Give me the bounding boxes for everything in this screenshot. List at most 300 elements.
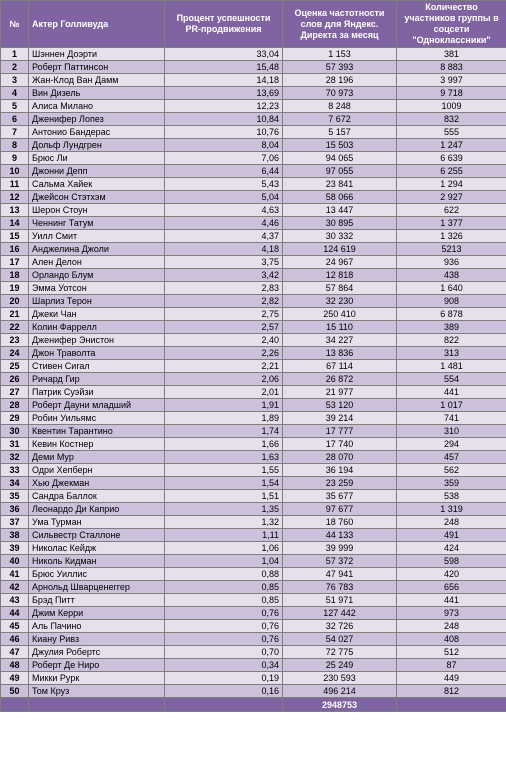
cell-ok-members: 973 xyxy=(397,607,506,620)
total-row xyxy=(1,698,506,712)
table-row xyxy=(1,542,506,555)
cell-pr-percent: 8,04 xyxy=(165,139,283,152)
cell-no: 32 xyxy=(1,451,29,464)
cell-ok-members: 408 xyxy=(397,633,506,646)
cell-ok-members: 1 017 xyxy=(397,399,506,412)
cell-ok-members: 1 319 xyxy=(397,503,506,516)
cell-no: 28 xyxy=(1,399,29,412)
table-row xyxy=(1,633,506,646)
table-row xyxy=(1,74,506,87)
table-row xyxy=(1,490,506,503)
cell-no: 47 xyxy=(1,646,29,659)
table-row xyxy=(1,386,506,399)
cell-yandex-frequency: 17 740 xyxy=(283,438,397,451)
cell-ok-members: 832 xyxy=(397,113,506,126)
cell-pr-percent: 10,76 xyxy=(165,126,283,139)
cell-actor: Анджелина Джоли xyxy=(29,243,165,256)
cell-yandex-frequency: 230 593 xyxy=(283,672,397,685)
cell-no: 24 xyxy=(1,347,29,360)
cell-yandex-frequency: 15 110 xyxy=(283,321,397,334)
cell-yandex-frequency: 1 153 xyxy=(283,48,397,61)
table-row xyxy=(1,360,506,373)
cell-yandex-frequency: 72 775 xyxy=(283,646,397,659)
cell-actor: Ума Турман xyxy=(29,516,165,529)
cell-yandex-frequency: 18 760 xyxy=(283,516,397,529)
cell-pr-percent: 2,40 xyxy=(165,334,283,347)
cell-yandex-frequency: 51 971 xyxy=(283,594,397,607)
cell-pr-percent: 0,16 xyxy=(165,685,283,698)
cell-actor: Шерон Стоун xyxy=(29,204,165,217)
table-row xyxy=(1,594,506,607)
cell-no: 3 xyxy=(1,74,29,87)
cell-pr-percent: 15,48 xyxy=(165,61,283,74)
cell-no: 13 xyxy=(1,204,29,217)
cell-pr-percent: 1,55 xyxy=(165,464,283,477)
cell-pr-percent: 13,69 xyxy=(165,87,283,100)
cell-pr-percent: 2,21 xyxy=(165,360,283,373)
cell-ok-members: 562 xyxy=(397,464,506,477)
table-row xyxy=(1,477,506,490)
cell-pr-percent: 2,26 xyxy=(165,347,283,360)
cell-pr-percent: 1,63 xyxy=(165,451,283,464)
cell-pr-percent: 1,35 xyxy=(165,503,283,516)
cell-ok-members: 424 xyxy=(397,542,506,555)
cell-no: 42 xyxy=(1,581,29,594)
cell-pr-percent: 0,76 xyxy=(165,607,283,620)
cell-ok-members: 389 xyxy=(397,321,506,334)
cell-no: 9 xyxy=(1,152,29,165)
cell-ok-members: 555 xyxy=(397,126,506,139)
cell-pr-percent: 7,06 xyxy=(165,152,283,165)
cell-no: 15 xyxy=(1,230,29,243)
cell-yandex-frequency: 47 941 xyxy=(283,568,397,581)
cell-ok-members: 248 xyxy=(397,620,506,633)
table-row xyxy=(1,607,506,620)
cell-actor: Шарлиз Терон xyxy=(29,295,165,308)
table-row xyxy=(1,152,506,165)
table-row xyxy=(1,282,506,295)
cell-no: 40 xyxy=(1,555,29,568)
cell-pr-percent: 2,06 xyxy=(165,373,283,386)
cell-ok-members: 538 xyxy=(397,490,506,503)
cell-yandex-frequency: 76 783 xyxy=(283,581,397,594)
cell-actor: Квентин Тарантино xyxy=(29,425,165,438)
cell-actor: Робин Уильямс xyxy=(29,412,165,425)
table-row xyxy=(1,412,506,425)
cell-actor: Ченнинг Татум xyxy=(29,217,165,230)
cell-actor: Сильвестр Сталлоне xyxy=(29,529,165,542)
total-empty-5 xyxy=(397,698,506,712)
cell-yandex-frequency: 124 619 xyxy=(283,243,397,256)
cell-yandex-frequency: 25 249 xyxy=(283,659,397,672)
cell-actor: Джонни Депп xyxy=(29,165,165,178)
table-row xyxy=(1,659,506,672)
table-row xyxy=(1,295,506,308)
table-row xyxy=(1,581,506,594)
cell-ok-members: 1 377 xyxy=(397,217,506,230)
cell-ok-members: 622 xyxy=(397,204,506,217)
cell-no: 2 xyxy=(1,61,29,74)
cell-yandex-frequency: 13 447 xyxy=(283,204,397,217)
table-row xyxy=(1,243,506,256)
cell-ok-members: 598 xyxy=(397,555,506,568)
cell-pr-percent: 0,34 xyxy=(165,659,283,672)
table-row xyxy=(1,646,506,659)
cell-ok-members: 1 326 xyxy=(397,230,506,243)
cell-pr-percent: 12,23 xyxy=(165,100,283,113)
cell-ok-members: 1 247 xyxy=(397,139,506,152)
cell-actor: Джейсон Стэтхэм xyxy=(29,191,165,204)
table-row xyxy=(1,399,506,412)
cell-actor: Антонио Бандерас xyxy=(29,126,165,139)
cell-no: 30 xyxy=(1,425,29,438)
cell-yandex-frequency: 35 677 xyxy=(283,490,397,503)
cell-ok-members: 656 xyxy=(397,581,506,594)
cell-ok-members: 741 xyxy=(397,412,506,425)
cell-no: 1 xyxy=(1,48,29,61)
cell-no: 14 xyxy=(1,217,29,230)
cell-ok-members: 3 997 xyxy=(397,74,506,87)
table-row xyxy=(1,269,506,282)
cell-yandex-frequency: 36 194 xyxy=(283,464,397,477)
cell-pr-percent: 4,37 xyxy=(165,230,283,243)
cell-ok-members: 1 481 xyxy=(397,360,506,373)
table-row xyxy=(1,672,506,685)
cell-pr-percent: 5,43 xyxy=(165,178,283,191)
cell-pr-percent: 0,85 xyxy=(165,594,283,607)
cell-no: 6 xyxy=(1,113,29,126)
cell-yandex-frequency: 28 070 xyxy=(283,451,397,464)
cell-ok-members: 449 xyxy=(397,672,506,685)
cell-no: 16 xyxy=(1,243,29,256)
table-row xyxy=(1,100,506,113)
cell-yandex-frequency: 97 055 xyxy=(283,165,397,178)
cell-actor: Орландо Блум xyxy=(29,269,165,282)
cell-pr-percent: 1,91 xyxy=(165,399,283,412)
cell-yandex-frequency: 44 133 xyxy=(283,529,397,542)
cell-actor: Дольф Лундгрен xyxy=(29,139,165,152)
table-row xyxy=(1,113,506,126)
cell-pr-percent: 2,01 xyxy=(165,386,283,399)
cell-no: 33 xyxy=(1,464,29,477)
table-row xyxy=(1,256,506,269)
cell-no: 12 xyxy=(1,191,29,204)
cell-ok-members: 8 883 xyxy=(397,61,506,74)
cell-actor: Роберт Де Ниро xyxy=(29,659,165,672)
table-row xyxy=(1,347,506,360)
cell-no: 38 xyxy=(1,529,29,542)
cell-no: 26 xyxy=(1,373,29,386)
cell-yandex-frequency: 57 372 xyxy=(283,555,397,568)
cell-pr-percent: 3,42 xyxy=(165,269,283,282)
cell-yandex-frequency: 13 836 xyxy=(283,347,397,360)
cell-pr-percent: 2,82 xyxy=(165,295,283,308)
cell-actor: Аль Пачино xyxy=(29,620,165,633)
cell-ok-members: 822 xyxy=(397,334,506,347)
cell-ok-members: 294 xyxy=(397,438,506,451)
cell-pr-percent: 1,66 xyxy=(165,438,283,451)
table-row xyxy=(1,464,506,477)
cell-no: 22 xyxy=(1,321,29,334)
cell-pr-percent: 1,74 xyxy=(165,425,283,438)
cell-actor: Киану Ривз xyxy=(29,633,165,646)
cell-no: 36 xyxy=(1,503,29,516)
cell-ok-members: 441 xyxy=(397,594,506,607)
table-row xyxy=(1,178,506,191)
cell-no: 20 xyxy=(1,295,29,308)
cell-ok-members: 381 xyxy=(397,48,506,61)
cell-yandex-frequency: 58 066 xyxy=(283,191,397,204)
cell-yandex-frequency: 67 114 xyxy=(283,360,397,373)
cell-pr-percent: 5,04 xyxy=(165,191,283,204)
table-row xyxy=(1,191,506,204)
cell-actor: Эмма Уотсон xyxy=(29,282,165,295)
cell-pr-percent: 0,70 xyxy=(165,646,283,659)
cell-yandex-frequency: 54 027 xyxy=(283,633,397,646)
cell-actor: Уилл Смит xyxy=(29,230,165,243)
total-yandex-frequency: 2948753 xyxy=(283,698,397,712)
cell-ok-members: 248 xyxy=(397,516,506,529)
cell-no: 25 xyxy=(1,360,29,373)
cell-no: 8 xyxy=(1,139,29,152)
cell-yandex-frequency: 32 726 xyxy=(283,620,397,633)
cell-no: 27 xyxy=(1,386,29,399)
cell-actor: Николас Кейдж xyxy=(29,542,165,555)
cell-no: 49 xyxy=(1,672,29,685)
cell-ok-members: 512 xyxy=(397,646,506,659)
table-row xyxy=(1,308,506,321)
cell-ok-members: 936 xyxy=(397,256,506,269)
cell-no: 4 xyxy=(1,87,29,100)
cell-ok-members: 87 xyxy=(397,659,506,672)
cell-ok-members: 812 xyxy=(397,685,506,698)
cell-ok-members: 6 878 xyxy=(397,308,506,321)
table-body xyxy=(1,48,506,698)
cell-ok-members: 2 927 xyxy=(397,191,506,204)
cell-yandex-frequency: 28 196 xyxy=(283,74,397,87)
cell-no: 17 xyxy=(1,256,29,269)
cell-actor: Алиса Милано xyxy=(29,100,165,113)
cell-actor: Хью Джекман xyxy=(29,477,165,490)
cell-no: 46 xyxy=(1,633,29,646)
table-row xyxy=(1,529,506,542)
cell-pr-percent: 1,54 xyxy=(165,477,283,490)
table-row xyxy=(1,516,506,529)
cell-yandex-frequency: 39 214 xyxy=(283,412,397,425)
cell-actor: Джон Траволта xyxy=(29,347,165,360)
cell-ok-members: 6 255 xyxy=(397,165,506,178)
cell-pr-percent: 2,57 xyxy=(165,321,283,334)
cell-ok-members: 457 xyxy=(397,451,506,464)
cell-pr-percent: 0,88 xyxy=(165,568,283,581)
cell-ok-members: 1009 xyxy=(397,100,506,113)
cell-no: 7 xyxy=(1,126,29,139)
cell-actor: Стивен Сигал xyxy=(29,360,165,373)
cell-no: 39 xyxy=(1,542,29,555)
cell-actor: Сандра Баллок xyxy=(29,490,165,503)
cell-no: 44 xyxy=(1,607,29,620)
cell-pr-percent: 1,32 xyxy=(165,516,283,529)
cell-actor: Том Круз xyxy=(29,685,165,698)
table-row xyxy=(1,373,506,386)
cell-pr-percent: 2,83 xyxy=(165,282,283,295)
cell-pr-percent: 6,44 xyxy=(165,165,283,178)
cell-yandex-frequency: 97 677 xyxy=(283,503,397,516)
table-row xyxy=(1,503,506,516)
cell-yandex-frequency: 94 065 xyxy=(283,152,397,165)
cell-actor: Джеки Чан xyxy=(29,308,165,321)
cell-actor: Патрик Суэйзи xyxy=(29,386,165,399)
cell-actor: Сальма Хайек xyxy=(29,178,165,191)
cell-pr-percent: 1,11 xyxy=(165,529,283,542)
table-row xyxy=(1,139,506,152)
cell-no: 21 xyxy=(1,308,29,321)
cell-actor: Деми Мур xyxy=(29,451,165,464)
cell-actor: Вин Дизель xyxy=(29,87,165,100)
cell-yandex-frequency: 5 157 xyxy=(283,126,397,139)
cell-actor: Брэд Питт xyxy=(29,594,165,607)
total-empty-1 xyxy=(1,698,29,712)
cell-yandex-frequency: 24 967 xyxy=(283,256,397,269)
cell-no: 19 xyxy=(1,282,29,295)
cell-actor: Леонардо Ди Каприо xyxy=(29,503,165,516)
cell-ok-members: 6 639 xyxy=(397,152,506,165)
cell-yandex-frequency: 57 864 xyxy=(283,282,397,295)
table-row xyxy=(1,425,506,438)
cell-ok-members: 1 640 xyxy=(397,282,506,295)
cell-yandex-frequency: 21 977 xyxy=(283,386,397,399)
cell-yandex-frequency: 70 973 xyxy=(283,87,397,100)
cell-ok-members: 438 xyxy=(397,269,506,282)
cell-pr-percent: 4,63 xyxy=(165,204,283,217)
cell-actor: Одри Хепберн xyxy=(29,464,165,477)
cell-no: 5 xyxy=(1,100,29,113)
cell-yandex-frequency: 7 672 xyxy=(283,113,397,126)
cell-actor: Брюс Ли xyxy=(29,152,165,165)
table-row xyxy=(1,438,506,451)
cell-no: 10 xyxy=(1,165,29,178)
cell-yandex-frequency: 39 999 xyxy=(283,542,397,555)
cell-ok-members: 5213 xyxy=(397,243,506,256)
header-ok-members: Количество участников группы в соцсети "Одноклассники" xyxy=(397,1,506,48)
cell-no: 23 xyxy=(1,334,29,347)
cell-pr-percent: 3,75 xyxy=(165,256,283,269)
cell-no: 29 xyxy=(1,412,29,425)
cell-yandex-frequency: 17 777 xyxy=(283,425,397,438)
table-row xyxy=(1,204,506,217)
table-row xyxy=(1,61,506,74)
cell-actor: Роберт Паттинсон xyxy=(29,61,165,74)
table-row xyxy=(1,165,506,178)
total-empty-2 xyxy=(29,698,165,712)
cell-ok-members: 359 xyxy=(397,477,506,490)
cell-actor: Колин Фаррелл xyxy=(29,321,165,334)
cell-pr-percent: 14,18 xyxy=(165,74,283,87)
table-row xyxy=(1,126,506,139)
cell-no: 34 xyxy=(1,477,29,490)
cell-yandex-frequency: 34 227 xyxy=(283,334,397,347)
table-row xyxy=(1,48,506,61)
cell-pr-percent: 10,84 xyxy=(165,113,283,126)
header-yandex-frequency: Оценка частотности слов для Яндекс. Директа за месяц xyxy=(283,1,397,48)
cell-actor: Джим Керри xyxy=(29,607,165,620)
cell-yandex-frequency: 57 393 xyxy=(283,61,397,74)
cell-actor: Дженифер Лопез xyxy=(29,113,165,126)
table-row xyxy=(1,555,506,568)
cell-no: 50 xyxy=(1,685,29,698)
cell-pr-percent: 0,19 xyxy=(165,672,283,685)
cell-pr-percent: 1,89 xyxy=(165,412,283,425)
cell-pr-percent: 0,76 xyxy=(165,633,283,646)
cell-yandex-frequency: 8 248 xyxy=(283,100,397,113)
cell-actor: Николь Кидман xyxy=(29,555,165,568)
cell-pr-percent: 1,06 xyxy=(165,542,283,555)
cell-actor: Брюс Уиллис xyxy=(29,568,165,581)
cell-actor: Микки Рурк xyxy=(29,672,165,685)
table-row xyxy=(1,334,506,347)
cell-pr-percent: 4,46 xyxy=(165,217,283,230)
cell-pr-percent: 2,75 xyxy=(165,308,283,321)
cell-yandex-frequency: 32 230 xyxy=(283,295,397,308)
cell-no: 31 xyxy=(1,438,29,451)
cell-yandex-frequency: 30 895 xyxy=(283,217,397,230)
cell-ok-members: 420 xyxy=(397,568,506,581)
cell-no: 37 xyxy=(1,516,29,529)
table-row xyxy=(1,217,506,230)
cell-yandex-frequency: 53 120 xyxy=(283,399,397,412)
total-empty-3 xyxy=(165,698,283,712)
cell-no: 11 xyxy=(1,178,29,191)
cell-actor: Шэннен Доэрти xyxy=(29,48,165,61)
cell-ok-members: 554 xyxy=(397,373,506,386)
cell-yandex-frequency: 23 841 xyxy=(283,178,397,191)
cell-yandex-frequency: 250 410 xyxy=(283,308,397,321)
header-pr-percent: Процент успешности PR-продвижения xyxy=(165,1,283,48)
cell-no: 48 xyxy=(1,659,29,672)
cell-actor: Кевин Костнер xyxy=(29,438,165,451)
cell-ok-members: 310 xyxy=(397,425,506,438)
cell-no: 18 xyxy=(1,269,29,282)
table-row xyxy=(1,620,506,633)
cell-yandex-frequency: 26 872 xyxy=(283,373,397,386)
cell-yandex-frequency: 12 818 xyxy=(283,269,397,282)
header-actor: Актер Голливуда xyxy=(29,1,165,48)
cell-pr-percent: 4,18 xyxy=(165,243,283,256)
table-row xyxy=(1,87,506,100)
cell-pr-percent: 1,51 xyxy=(165,490,283,503)
cell-no: 35 xyxy=(1,490,29,503)
cell-yandex-frequency: 15 503 xyxy=(283,139,397,152)
cell-ok-members: 908 xyxy=(397,295,506,308)
cell-yandex-frequency: 30 332 xyxy=(283,230,397,243)
cell-ok-members: 1 294 xyxy=(397,178,506,191)
table-row xyxy=(1,230,506,243)
cell-pr-percent: 1,04 xyxy=(165,555,283,568)
table-row xyxy=(1,321,506,334)
cell-yandex-frequency: 496 214 xyxy=(283,685,397,698)
cell-ok-members: 313 xyxy=(397,347,506,360)
cell-ok-members: 491 xyxy=(397,529,506,542)
cell-actor: Дженифер Энистон xyxy=(29,334,165,347)
cell-actor: Роберт Дауни младший xyxy=(29,399,165,412)
cell-yandex-frequency: 127 442 xyxy=(283,607,397,620)
cell-actor: Ален Делон xyxy=(29,256,165,269)
cell-pr-percent: 33,04 xyxy=(165,48,283,61)
cell-actor: Жан-Клод Ван Дамм xyxy=(29,74,165,87)
table-row xyxy=(1,685,506,698)
cell-actor: Джулия Робертс xyxy=(29,646,165,659)
table-row xyxy=(1,451,506,464)
